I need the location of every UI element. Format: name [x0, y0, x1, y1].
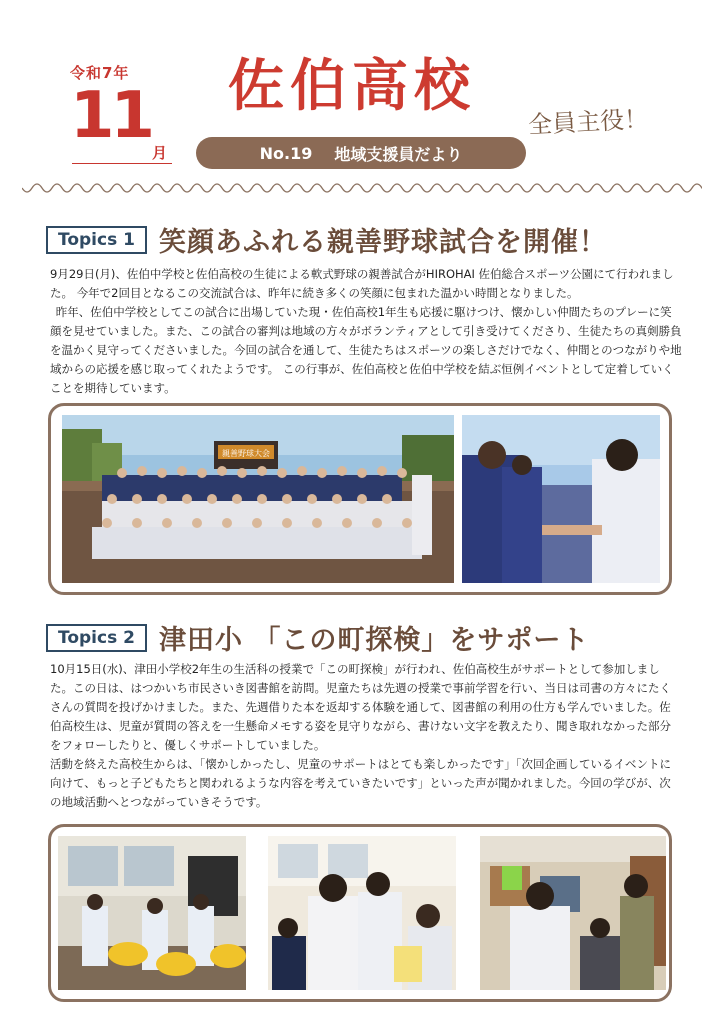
topic2-title: 津田小 「この町探検」をサポート [158, 625, 590, 656]
topic2-paragraph: 活動を終えた高校生からは、「懐かしかったし、児童のサポートはとても楽しかったです」「次回企画しているイベントに向けて、もっと子どもたちと関われるような内容を考えていきたいです」といった声が聞かれました。今回の学びが、次の地域活動へとつながっていきそうです。 [50, 757, 671, 809]
slogan: 全員主役！ [527, 104, 649, 140]
topic2-badge: Topics 2 [46, 624, 147, 652]
issue-title: 地域支援員だより [334, 144, 463, 164]
team-group-photo [62, 415, 454, 583]
topic2-body [50, 660, 682, 812]
topic2-heading [46, 618, 589, 657]
issue-banner [196, 137, 526, 169]
library-computer-photo [480, 836, 666, 990]
school-name: 佐伯高校 [228, 54, 476, 119]
scoreboard-text: 親善野球大会 [222, 449, 270, 458]
topic2-paragraph: 10月15日(水)、津田小学校2年生の生活科の授業で「この町探検」が行われ、佐伯高校生がサポートとして参加しました。この日は、はつかいち市民さいき図書館を訪問。児童たちは先週の授業で事前学習を行い、当日は司書の方々にたくさんの質問を投げかけました。また、先週借りた本を返却する体験を通して、図書館の利用の仕方も学んでいました。佐伯高校生は、児童が質問の答えを一生懸命メモする姿を見守りながら、書けない文字を教えたり、聞き取れなかった部分をフォローしたりと、優しくサポートしていました。 [50, 662, 671, 752]
month-unit: 月 [152, 144, 168, 162]
month-number: 11 [70, 79, 152, 153]
topic1-heading [46, 220, 607, 259]
handshake-photo [462, 415, 660, 583]
topic1-badge: Topics 1 [46, 226, 147, 254]
library-entrance-photo [58, 836, 246, 990]
topic1-paragraph: 昨年、佐伯中学校としてこの試合に出場していた現・佐伯高校1年生も応援に駆けつけ、懐かしい仲間たちのプレーに笑顔を見せていました。また、この試合の審判は地域の方々がボランティアとして引き受けてくださり、生徒たちの真剣勝負を温かく見守ってくださいました。今回の試合を通して、生徒たちはスポーツの楽しさだけでなく、仲間とのつながりや地域からの応援を感じ取ってくれたようです。 この行事が、佐伯高校と佐伯中学校を結ぶ恒例イベントとして定着していくことを期待しています。 [50, 305, 682, 395]
student-reading-photo [268, 836, 456, 990]
wave-divider [22, 180, 702, 196]
topic1-body [50, 265, 682, 398]
era-label: 令和7年 [70, 64, 130, 82]
topic1-title: 笑顔あふれる親善野球試合を開催！ [158, 227, 607, 258]
month-underline [72, 163, 172, 164]
issue-number: No.19 [259, 143, 313, 163]
topic1-paragraph: 9月29日(月)、佐伯中学校と佐伯高校の生徒による軟式野球の親善試合がHIROHAI 佐伯総合スポーツ公園にて行われました。 今年で2回目となるこの交流試合は、昨年に続き多くの笑顔に包まれた温かい時間となりました。 [50, 267, 674, 300]
